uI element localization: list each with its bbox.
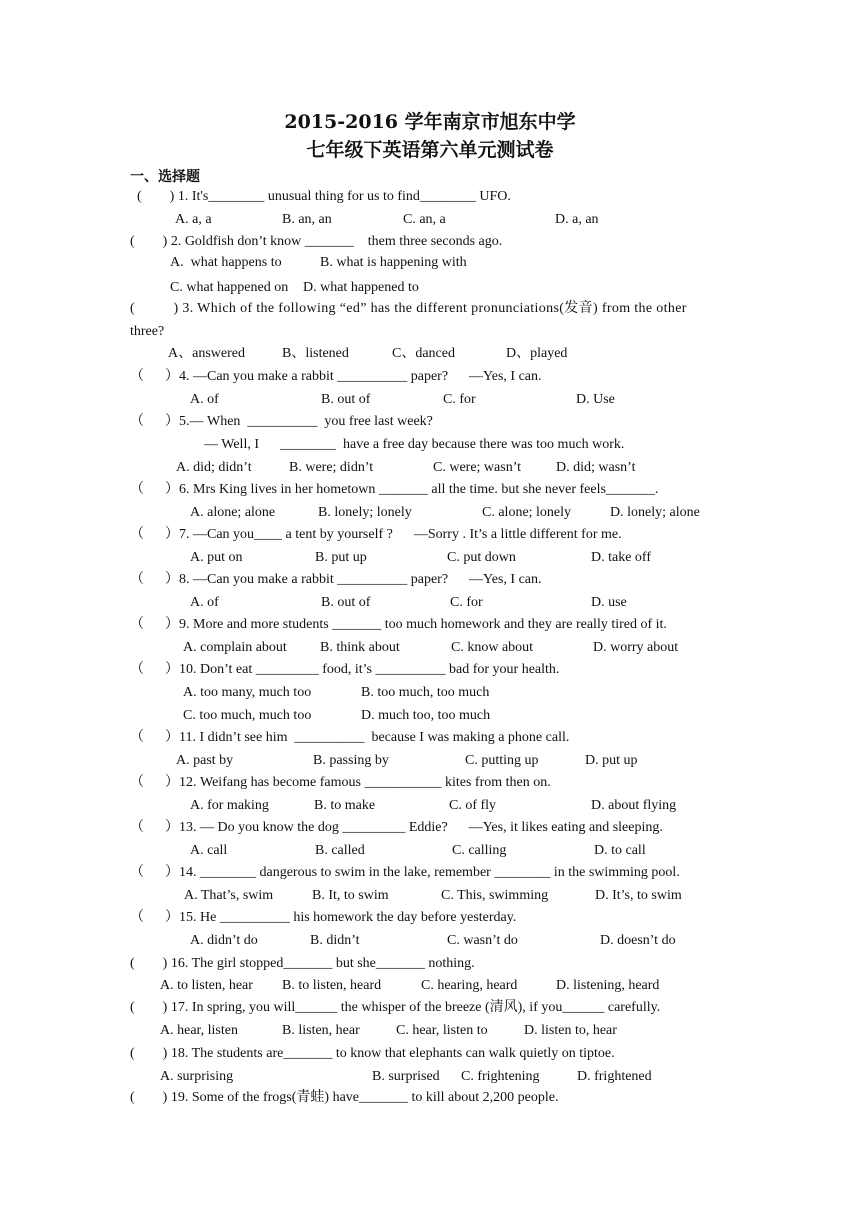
option-a: A. alone; alone — [190, 505, 276, 520]
option-a: A. surprising — [160, 1069, 234, 1084]
option-a: A. too many, much too — [183, 685, 312, 700]
option-d: D. listening, heard — [556, 978, 660, 993]
option-d: D. Use — [576, 392, 615, 407]
option-b: B. an, an — [282, 212, 332, 227]
exam-title-line1: 2015-2016 学年南京市旭东中学 — [284, 111, 576, 133]
option-a: A. of — [190, 392, 219, 407]
option-a: A、answered — [168, 346, 245, 361]
question-stem: ( ) 18. The students are_______ to know that elephants can walk quietly on tiptoe. — [130, 1046, 615, 1061]
question-stem: （ ）8. —Can you make a rabbit __________ paper? —Yes, I can. — [130, 572, 542, 587]
option-a: A. a, a — [175, 212, 212, 227]
option-d: D. listen to, hear — [524, 1023, 617, 1038]
option-b: B. out of — [321, 392, 371, 407]
option-c: C. calling — [452, 843, 507, 858]
option-b: B. what is happening with — [320, 255, 467, 270]
question-stem: ( ) 1. It's________ unusual thing for us to find________ UFO. — [137, 189, 511, 204]
option-d: D. much too, too much — [361, 708, 491, 723]
option-c: C. frightening — [461, 1069, 540, 1084]
question-stem: （ ）14. ________ dangerous to swim in the lake, remember ________ in the swimming pool. — [130, 865, 680, 880]
option-b: B、listened — [282, 346, 349, 361]
option-c: C. what happened on — [170, 280, 289, 295]
option-b: B. were; didn’t — [289, 460, 374, 475]
question-stem: ( ) 17. In spring, you will______ the whisper of the breeze (清风), if you______ carefully. — [130, 1000, 661, 1015]
question-stem: （ ）5.— When __________ you free last week? — [130, 414, 433, 429]
option-c: C. know about — [451, 640, 534, 655]
option-c: C. were; wasn’t — [433, 460, 521, 475]
option-b: B. It, to swim — [312, 888, 389, 903]
option-a: A. of — [190, 595, 219, 610]
question-stem: （ ）11. I didn’t see him __________ because I was making a phone call. — [130, 730, 570, 745]
question-stem: （ ）6. Mrs King lives in her hometown _______ all the time. but she never feels_______. — [130, 482, 659, 497]
question-stem: ( ) 19. Some of the frogs(青蛙) have_______ to kill about 2,200 people. — [130, 1090, 559, 1105]
option-c: C. put down — [447, 550, 516, 565]
question-stem: （ ）15. He __________ his homework the day before yesterday. — [130, 910, 517, 925]
option-d: D. put up — [585, 753, 638, 768]
option-b: B. out of — [321, 595, 371, 610]
option-b: B. think about — [320, 640, 400, 655]
option-b: B. called — [315, 843, 365, 858]
option-a: A. call — [190, 843, 228, 858]
option-b: B. put up — [315, 550, 367, 565]
option-c: C. for — [443, 392, 476, 407]
option-d: D. frightened — [577, 1069, 652, 1084]
option-c: C. too much, much too — [183, 708, 312, 723]
option-b: B. lonely; lonely — [318, 505, 412, 520]
option-d: D. use — [591, 595, 627, 610]
option-d: D. worry about — [593, 640, 679, 655]
option-c: C. hear, listen to — [396, 1023, 488, 1038]
question-stem-continued: — Well, I ________ have a free day because there was too much work. — [204, 437, 625, 452]
question-stem: ( ) 3. Which of the following “ed” has the different pronunciations(发音) from the other — [130, 301, 687, 316]
option-d: D. to call — [594, 843, 646, 858]
option-d: D、played — [506, 346, 568, 361]
option-c: C. of fly — [449, 798, 497, 813]
option-c: C. wasn’t do — [447, 933, 518, 948]
option-c: C、danced — [392, 346, 455, 361]
option-d: D. lonely; alone — [610, 505, 700, 520]
option-d: D. did; wasn’t — [556, 460, 636, 475]
option-a: A. complain about — [183, 640, 287, 655]
option-a: A. to listen, hear — [160, 978, 253, 993]
question-stem: （ ）10. Don’t eat _________ food, it’s __________ bad for your health. — [130, 662, 560, 677]
option-a: A. did; didn’t — [176, 460, 252, 475]
option-b: B. listen, hear — [282, 1023, 360, 1038]
option-d: D. a, an — [555, 212, 599, 227]
option-b: B. surprised — [372, 1069, 440, 1084]
question-stem: （ ）13. — Do you know the dog _________ Eddie? —Yes, it likes eating and sleeping. — [130, 820, 663, 835]
option-a: A. for making — [190, 798, 269, 813]
option-c: C. an, a — [403, 212, 446, 227]
option-a: A. That’s, swim — [184, 888, 274, 903]
option-c: C. putting up — [465, 753, 539, 768]
question-stem: （ ）9. More and more students _______ too much homework and they are really tired of it. — [130, 617, 667, 632]
option-d: D. about flying — [591, 798, 677, 813]
option-a: A. put on — [190, 550, 243, 565]
question-stem: （ ）4. —Can you make a rabbit __________ paper? —Yes, I can. — [130, 369, 542, 384]
option-d: D. take off — [591, 550, 651, 565]
option-c: C. for — [450, 595, 483, 610]
option-c: C. hearing, heard — [421, 978, 518, 993]
question-stem: ( ) 2. Goldfish don’t know _______ them three seconds ago. — [130, 234, 503, 249]
option-a: A. past by — [176, 753, 234, 768]
option-d: D. doesn’t do — [600, 933, 676, 948]
question-stem: （ ）12. Weifang has become famous ___________ kites from then on. — [130, 775, 551, 790]
option-b: B. passing by — [313, 753, 389, 768]
section-heading: 一、选择题 — [130, 169, 200, 185]
option-b: B. didn’t — [310, 933, 360, 948]
option-a: A. didn’t do — [190, 933, 258, 948]
question-stem: ( ) 16. The girl stopped_______ but she_______ nothing. — [130, 956, 475, 971]
question-stem: （ ）7. —Can you____ a tent by yourself ? —Sorry . It’s a little different for me. — [130, 527, 622, 542]
question-stem-continued: three? — [130, 324, 165, 339]
option-c: C. This, swimming — [441, 888, 549, 903]
exam-title-line2: 七年级下英语第六单元测试卷 — [306, 139, 554, 161]
option-a: A. what happens to — [170, 255, 282, 270]
option-d: D. what happened to — [303, 280, 419, 295]
option-a: A. hear, listen — [160, 1023, 238, 1038]
option-b: B. to make — [314, 798, 376, 813]
option-c: C. alone; lonely — [482, 505, 572, 520]
option-d: D. It’s, to swim — [595, 888, 682, 903]
option-b: B. to listen, heard — [282, 978, 382, 993]
option-b: B. too much, too much — [361, 685, 490, 700]
